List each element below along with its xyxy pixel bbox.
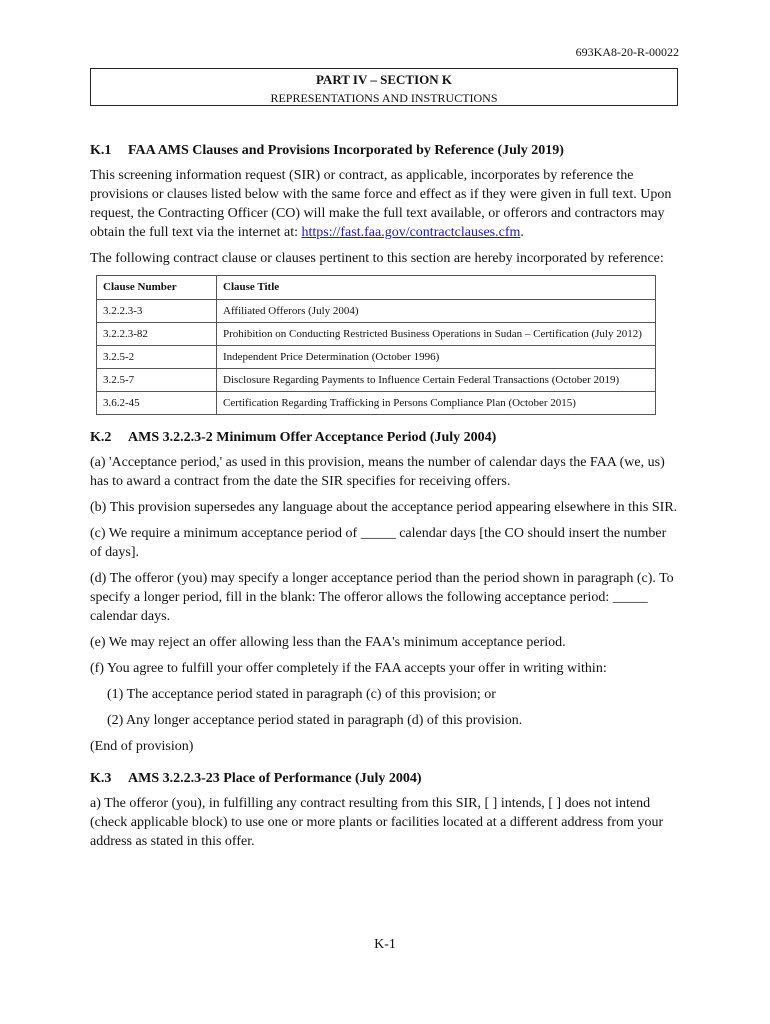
document-id: 693KA8-20-R-00022 [575, 45, 679, 59]
k1-paragraph-1 [90, 166, 680, 242]
clause-title: Certification Regarding Trafficking in Persons Compliance Plan (October 2015) [217, 392, 656, 415]
clause-title: Prohibition on Conducting Restricted Business Operations in Sudan – Certification (July 2012) [217, 323, 656, 346]
k1-p1-text: This screening information request (SIR) or contract, as applicable, incorporates by reference the provisions or clauses listed below with the same force and effect as if they were given in full text. Upon request, the Contracting Officer (CO) will make the full text available, or offerors and contractors may obtain the full text via the internet at: [90, 168, 672, 240]
clause-number: 3.2.5-2 [97, 346, 217, 369]
k2-paragraph-b: (b) This provision supersedes any language about the acceptance period appearing elsewhere in this SIR. [90, 500, 678, 515]
page-number: K-1 [374, 937, 396, 952]
k2-paragraph-e: (e) We may reject an offer allowing less than the FAA's minimum acceptance period. [90, 635, 566, 650]
k3-heading [90, 770, 680, 788]
k1-paragraph-2: The following contract clause or clauses pertinent to this section are hereby incorporated by reference: [90, 251, 664, 266]
k2-paragraph-d: (d) The offeror (you) may specify a longer acceptance period than the period shown in paragraph (c). To specify a longer period, fill in the blank: The offeror allows the following acceptance period: _____ calendar days. [90, 571, 674, 624]
column-header-number: Clause Number [97, 276, 217, 300]
k2-heading [90, 429, 680, 447]
table-header-row [97, 276, 656, 300]
clause-number: 3.2.2.3-3 [97, 300, 217, 323]
clause-number: 3.2.5-7 [97, 369, 217, 392]
k1-p1-end: . [520, 225, 524, 240]
k1-title: FAA AMS Clauses and Provisions Incorporated by Reference (July 2019) [128, 143, 564, 158]
k3-paragraph-a: a) The offeror (you), in fulfilling any contract resulting from this SIR, [ ] intends, [ ] does not intend (check applicable block) to use one or more plants or facilities located at a different address from your address as stated in this offer. [90, 796, 664, 849]
k2-paragraph-f1: (1) The acceptance period stated in paragraph (c) of this provision; or [107, 687, 496, 702]
part-subtitle: REPRESENTATIONS AND INSTRUCTIONS [270, 91, 498, 105]
clause-title: Disclosure Regarding Payments to Influence Certain Federal Transactions (October 2019) [217, 369, 656, 392]
k3-number: K.3 [90, 771, 112, 786]
clause-title: Affiliated Offerors (July 2004) [217, 300, 656, 323]
k2-paragraph-a: (a) 'Acceptance period,' as used in this provision, means the number of calendar days the FAA (we, us) has to award a contract from the date the SIR specifies for receiving offers. [90, 455, 665, 489]
k1-number: K.1 [90, 143, 112, 158]
k2-number: K.2 [90, 430, 112, 445]
clause-table [96, 275, 656, 415]
table-row [97, 300, 656, 323]
clause-number: 3.2.2.3-82 [97, 323, 217, 346]
document-body [90, 142, 680, 858]
k2-paragraph-c: (c) We require a minimum acceptance period of _____ calendar days [the CO should insert the number of days]. [90, 526, 667, 560]
clause-title: Independent Price Determination (October 1996) [217, 346, 656, 369]
section-title-box [90, 68, 678, 106]
k2-paragraph-f: (f) You agree to fulfill your offer completely if the FAA accepts your offer in writing within: [90, 661, 607, 676]
table-row [97, 369, 656, 392]
table-row [97, 346, 656, 369]
k2-title: AMS 3.2.2.3-2 Minimum Offer Acceptance Period (July 2004) [128, 430, 497, 445]
column-header-title: Clause Title [217, 276, 656, 300]
table-row [97, 392, 656, 415]
table-row [97, 323, 656, 346]
k3-title: AMS 3.2.2.3-23 Place of Performance (July 2004) [128, 771, 422, 786]
k1-heading [90, 142, 680, 160]
k2-paragraph-f2: (2) Any longer acceptance period stated in paragraph (d) of this provision. [107, 713, 523, 728]
clause-number: 3.6.2-45 [97, 392, 217, 415]
k2-end-of-provision: (End of provision) [90, 739, 194, 754]
part-title: PART IV – SECTION K [315, 72, 453, 87]
clauses-link[interactable]: https://fast.faa.gov/contractclauses.cfm [301, 225, 521, 240]
